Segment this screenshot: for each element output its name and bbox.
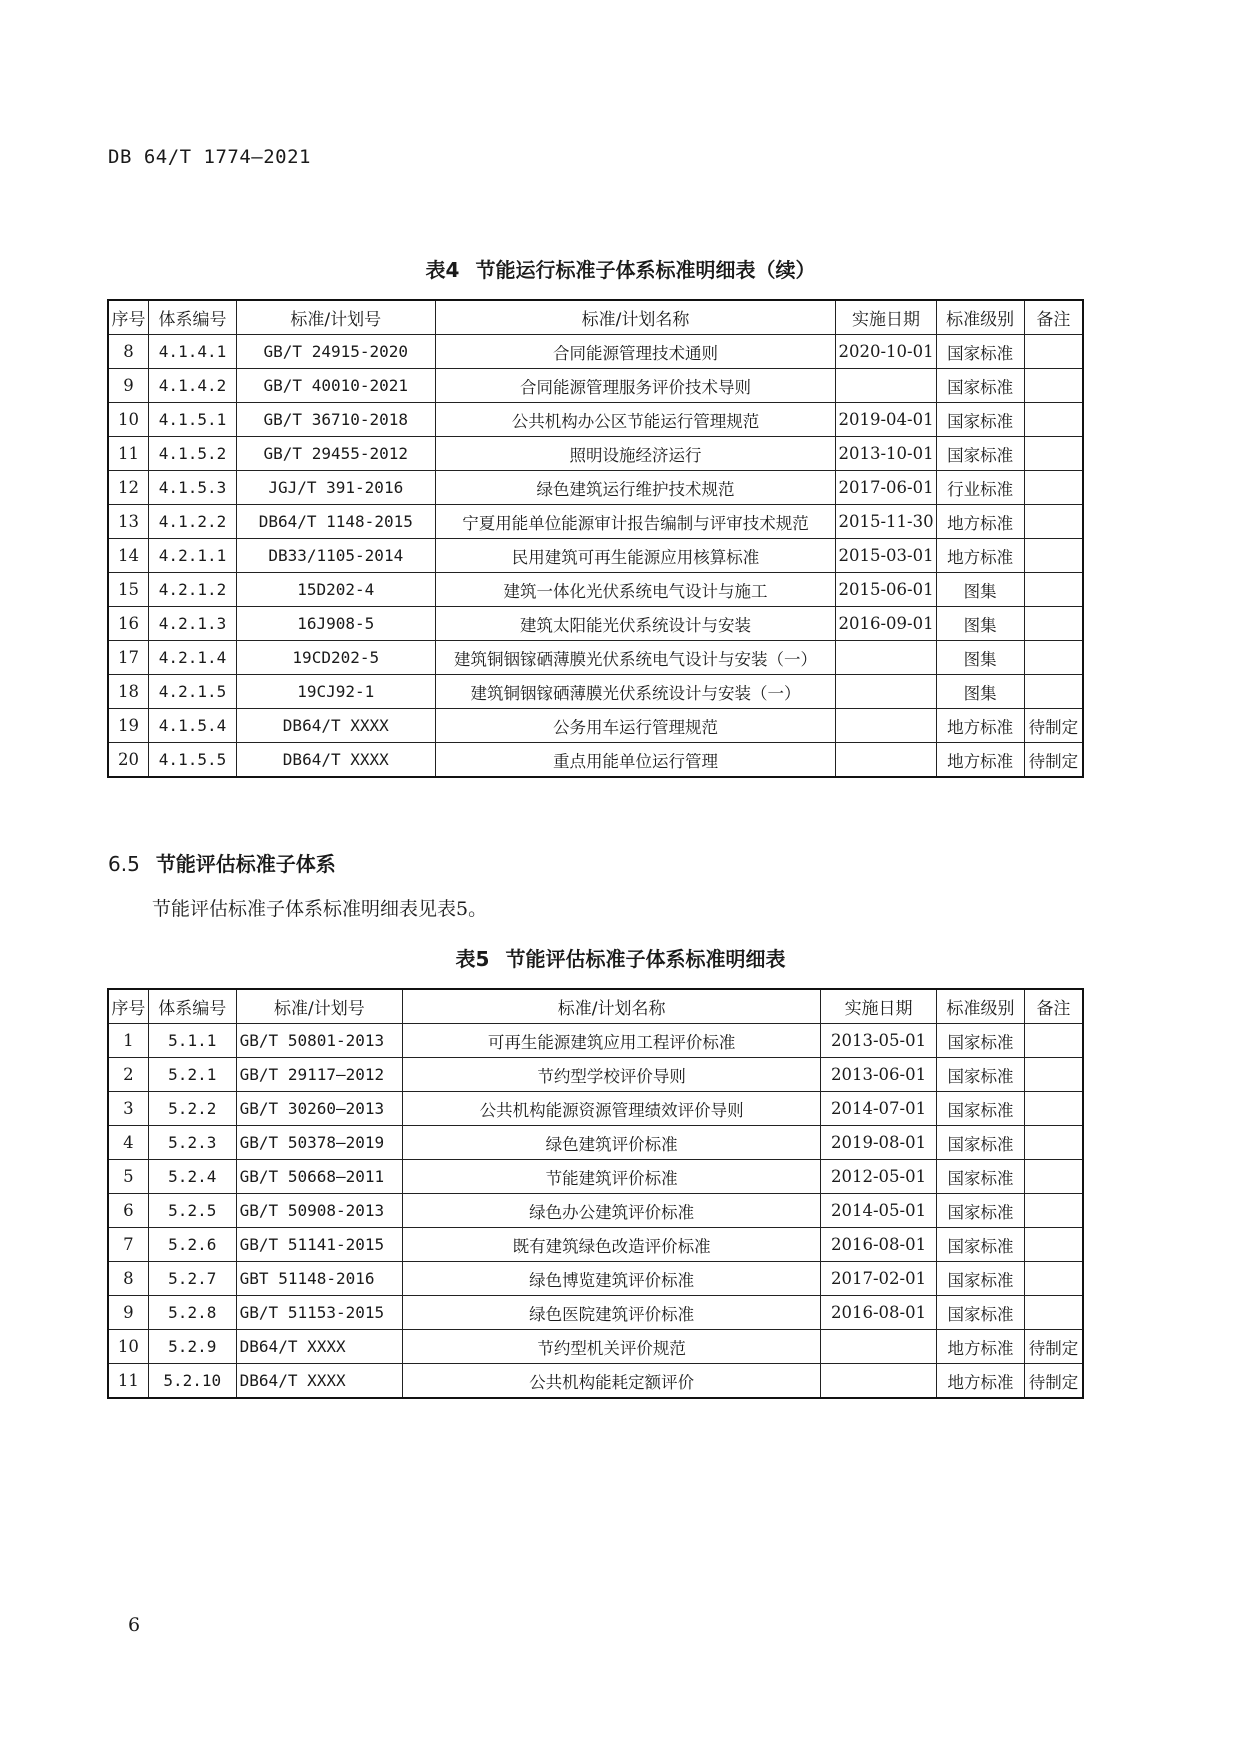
cell-system-number: 4.1.4.2	[148, 369, 236, 403]
cell-level: 地方标准	[937, 1330, 1025, 1364]
col-header-effective-date: 实施日期	[836, 300, 936, 335]
cell-standard-code: GB/T 50801-2013	[236, 1024, 403, 1058]
cell-standard-code: GB/T 29117—2012	[236, 1058, 403, 1092]
cell-standard-name: 绿色办公建筑评价标准	[403, 1194, 821, 1228]
cell-system-number: 5.2.7	[148, 1262, 236, 1296]
cell-level: 国家标准	[937, 1058, 1025, 1092]
cell-note	[1024, 1228, 1083, 1262]
cell-effective-date: 2012-05-01	[821, 1160, 937, 1194]
cell-no: 9	[108, 1296, 148, 1330]
cell-no: 10	[108, 403, 148, 437]
cell-system-number: 4.2.1.1	[148, 539, 236, 573]
table4-caption	[0, 254, 1241, 283]
cell-standard-code: 19CJ92-1	[237, 675, 435, 709]
cell-note	[1024, 335, 1083, 369]
cell-standard-name: 宁夏用能单位能源审计报告编制与评审技术规范	[435, 505, 836, 539]
cell-level: 图集	[936, 641, 1024, 675]
cell-effective-date: 2015-06-01	[836, 573, 936, 607]
cell-note: 待制定	[1024, 1330, 1083, 1364]
cell-system-number: 5.2.6	[148, 1228, 236, 1262]
cell-effective-date	[836, 709, 936, 743]
cell-system-number: 4.2.1.2	[148, 573, 236, 607]
cell-effective-date	[821, 1364, 937, 1399]
cell-effective-date: 2016-08-01	[821, 1296, 937, 1330]
cell-system-number: 4.1.2.2	[148, 505, 236, 539]
cell-system-number: 4.1.5.3	[148, 471, 236, 505]
table-row	[108, 1364, 1083, 1399]
cell-effective-date: 2019-08-01	[821, 1126, 937, 1160]
table4	[107, 299, 1084, 778]
cell-level: 国家标准	[936, 369, 1024, 403]
cell-level: 国家标准	[937, 1092, 1025, 1126]
cell-effective-date: 2013-10-01	[836, 437, 936, 471]
table4-header-row	[108, 300, 1083, 335]
table5-header-row	[108, 989, 1083, 1024]
cell-level: 行业标准	[936, 471, 1024, 505]
table-row	[108, 1330, 1083, 1364]
cell-note	[1024, 1262, 1083, 1296]
cell-system-number: 5.2.1	[148, 1058, 236, 1092]
cell-level: 国家标准	[937, 1194, 1025, 1228]
cell-level: 图集	[936, 675, 1024, 709]
cell-effective-date: 2016-08-01	[821, 1228, 937, 1262]
table-row	[108, 1126, 1083, 1160]
cell-system-number: 5.2.8	[148, 1296, 236, 1330]
cell-no: 14	[108, 539, 148, 573]
table-row	[108, 573, 1083, 607]
col-header-standard-name: 标准/计划名称	[403, 989, 821, 1024]
col-header-no: 序号	[108, 300, 148, 335]
cell-note	[1024, 1126, 1083, 1160]
cell-standard-code: GB/T 50668—2011	[236, 1160, 403, 1194]
cell-note	[1024, 369, 1083, 403]
cell-system-number: 4.1.5.4	[148, 709, 236, 743]
cell-standard-name: 公务用车运行管理规范	[435, 709, 836, 743]
cell-standard-code: GB/T 29455-2012	[237, 437, 435, 471]
cell-level: 国家标准	[936, 335, 1024, 369]
cell-system-number: 5.2.2	[148, 1092, 236, 1126]
cell-effective-date: 2014-05-01	[821, 1194, 937, 1228]
cell-level: 图集	[936, 573, 1024, 607]
section-paragraph: 节能评估标准子体系标准明细表见表5。	[152, 898, 488, 920]
cell-system-number: 4.1.5.1	[148, 403, 236, 437]
cell-standard-code: GB/T 30260—2013	[236, 1092, 403, 1126]
cell-level: 地方标准	[937, 1364, 1025, 1399]
cell-no: 6	[108, 1194, 148, 1228]
cell-level: 地方标准	[936, 709, 1024, 743]
table-row	[108, 403, 1083, 437]
cell-system-number: 4.1.4.1	[148, 335, 236, 369]
cell-system-number: 4.2.1.5	[148, 675, 236, 709]
cell-level: 国家标准	[937, 1296, 1025, 1330]
cell-no: 13	[108, 505, 148, 539]
cell-standard-code: DB33/1105-2014	[237, 539, 435, 573]
cell-no: 3	[108, 1092, 148, 1126]
table5	[107, 988, 1084, 1399]
cell-standard-name: 建筑太阳能光伏系统设计与安装	[435, 607, 836, 641]
cell-standard-code: 15D202-4	[237, 573, 435, 607]
cell-standard-code: DB64/T XXXX	[236, 1364, 403, 1399]
cell-note: 待制定	[1024, 709, 1083, 743]
cell-no: 7	[108, 1228, 148, 1262]
cell-level: 图集	[936, 607, 1024, 641]
cell-system-number: 5.1.1	[148, 1024, 236, 1058]
document-code-header: DB 64/T 1774—2021	[108, 146, 311, 168]
cell-level: 国家标准	[936, 403, 1024, 437]
cell-no: 15	[108, 573, 148, 607]
cell-no: 10	[108, 1330, 148, 1364]
table-row	[108, 743, 1083, 778]
col-header-standard-name: 标准/计划名称	[435, 300, 836, 335]
cell-standard-name: 建筑铜铟镓硒薄膜光伏系统设计与安装（一）	[435, 675, 836, 709]
cell-no: 8	[108, 1262, 148, 1296]
table-row	[108, 335, 1083, 369]
cell-standard-code: GB/T 24915-2020	[237, 335, 435, 369]
cell-effective-date	[836, 743, 936, 778]
cell-no: 19	[108, 709, 148, 743]
table-row	[108, 1262, 1083, 1296]
table-row	[108, 1058, 1083, 1092]
cell-no: 12	[108, 471, 148, 505]
section-title: 节能评估标准子体系	[155, 852, 336, 876]
cell-system-number: 4.1.5.5	[148, 743, 236, 778]
col-header-note: 备注	[1024, 989, 1083, 1024]
cell-standard-name: 绿色医院建筑评价标准	[403, 1296, 821, 1330]
cell-no: 11	[108, 1364, 148, 1399]
table-row	[108, 369, 1083, 403]
col-header-no: 序号	[108, 989, 148, 1024]
cell-level: 国家标准	[937, 1024, 1025, 1058]
cell-effective-date: 2013-06-01	[821, 1058, 937, 1092]
cell-system-number: 5.2.10	[148, 1364, 236, 1399]
cell-standard-code: DB64/T XXXX	[236, 1330, 403, 1364]
table5-caption-number: 表5	[455, 947, 490, 971]
cell-no: 2	[108, 1058, 148, 1092]
table-row	[108, 1160, 1083, 1194]
table-row	[108, 505, 1083, 539]
cell-note	[1024, 641, 1083, 675]
cell-standard-code: GB/T 36710-2018	[237, 403, 435, 437]
table-row	[108, 1194, 1083, 1228]
col-header-level: 标准级别	[937, 989, 1025, 1024]
cell-standard-name: 公共机构能源资源管理绩效评价导则	[403, 1092, 821, 1126]
table5-caption-title: 节能评估标准子体系标准明细表	[505, 947, 786, 971]
col-header-level: 标准级别	[936, 300, 1024, 335]
cell-note	[1024, 505, 1083, 539]
section-number: 6.5	[108, 852, 140, 876]
cell-standard-name: 节约型学校评价导则	[403, 1058, 821, 1092]
cell-level: 地方标准	[936, 539, 1024, 573]
table-row	[108, 539, 1083, 573]
table-row	[108, 1228, 1083, 1262]
cell-standard-name: 公共机构办公区节能运行管理规范	[435, 403, 836, 437]
cell-standard-code: DB64/T XXXX	[237, 709, 435, 743]
table4-caption-number: 表4	[425, 258, 460, 282]
cell-effective-date: 2017-06-01	[836, 471, 936, 505]
cell-note	[1024, 1194, 1083, 1228]
cell-standard-name: 建筑一体化光伏系统电气设计与施工	[435, 573, 836, 607]
col-header-effective-date: 实施日期	[821, 989, 937, 1024]
cell-level: 国家标准	[937, 1228, 1025, 1262]
cell-effective-date: 2015-11-30	[836, 505, 936, 539]
cell-effective-date	[836, 675, 936, 709]
cell-standard-name: 可再生能源建筑应用工程评价标准	[403, 1024, 821, 1058]
cell-level: 国家标准	[937, 1160, 1025, 1194]
cell-standard-name: 建筑铜铟镓硒薄膜光伏系统电气设计与安装（一）	[435, 641, 836, 675]
cell-standard-code: GB/T 50378—2019	[236, 1126, 403, 1160]
col-header-system-number: 体系编号	[148, 300, 236, 335]
cell-system-number: 5.2.4	[148, 1160, 236, 1194]
cell-note	[1024, 607, 1083, 641]
cell-no: 18	[108, 675, 148, 709]
cell-effective-date	[821, 1330, 937, 1364]
cell-note	[1024, 573, 1083, 607]
col-header-standard-code: 标准/计划号	[236, 989, 403, 1024]
cell-no: 11	[108, 437, 148, 471]
cell-level: 地方标准	[936, 505, 1024, 539]
cell-standard-name: 节约型机关评价规范	[403, 1330, 821, 1364]
cell-note	[1024, 437, 1083, 471]
cell-system-number: 4.2.1.4	[148, 641, 236, 675]
cell-no: 8	[108, 335, 148, 369]
cell-no: 1	[108, 1024, 148, 1058]
cell-standard-code: JGJ/T 391-2016	[237, 471, 435, 505]
cell-no: 17	[108, 641, 148, 675]
cell-standard-code: GB/T 51153-2015	[236, 1296, 403, 1330]
section-heading	[108, 848, 336, 877]
cell-effective-date	[836, 369, 936, 403]
cell-note	[1024, 1092, 1083, 1126]
table-row	[108, 1024, 1083, 1058]
cell-effective-date: 2017-02-01	[821, 1262, 937, 1296]
table-row	[108, 607, 1083, 641]
cell-effective-date	[836, 641, 936, 675]
cell-level: 地方标准	[936, 743, 1024, 778]
table-row	[108, 1296, 1083, 1330]
cell-no: 5	[108, 1160, 148, 1194]
col-header-standard-code: 标准/计划号	[237, 300, 435, 335]
cell-effective-date: 2020-10-01	[836, 335, 936, 369]
cell-standard-name: 节能建筑评价标准	[403, 1160, 821, 1194]
cell-note	[1024, 1024, 1083, 1058]
cell-system-number: 5.2.5	[148, 1194, 236, 1228]
cell-standard-name: 民用建筑可再生能源应用核算标准	[435, 539, 836, 573]
cell-standard-name: 绿色建筑评价标准	[403, 1126, 821, 1160]
cell-standard-name: 绿色博览建筑评价标准	[403, 1262, 821, 1296]
cell-standard-code: 16J908-5	[237, 607, 435, 641]
cell-level: 国家标准	[936, 437, 1024, 471]
cell-standard-code: DB64/T 1148-2015	[237, 505, 435, 539]
cell-note	[1024, 675, 1083, 709]
cell-standard-code: DB64/T XXXX	[237, 743, 435, 778]
cell-note	[1024, 539, 1083, 573]
cell-standard-name: 绿色建筑运行维护技术规范	[435, 471, 836, 505]
col-header-system-number: 体系编号	[148, 989, 236, 1024]
cell-note	[1024, 1160, 1083, 1194]
cell-level: 国家标准	[937, 1262, 1025, 1296]
cell-note	[1024, 403, 1083, 437]
cell-no: 4	[108, 1126, 148, 1160]
cell-note: 待制定	[1024, 1364, 1083, 1399]
cell-standard-code: GBT 51148-2016	[236, 1262, 403, 1296]
cell-standard-code: 19CD202-5	[237, 641, 435, 675]
col-header-note: 备注	[1024, 300, 1083, 335]
cell-effective-date: 2013-05-01	[821, 1024, 937, 1058]
cell-level: 国家标准	[937, 1126, 1025, 1160]
cell-standard-name: 合同能源管理技术通则	[435, 335, 836, 369]
table-row	[108, 471, 1083, 505]
cell-effective-date: 2019-04-01	[836, 403, 936, 437]
table4-caption-title: 节能运行标准子体系标准明细表（续）	[475, 258, 816, 282]
cell-effective-date: 2014-07-01	[821, 1092, 937, 1126]
cell-effective-date: 2016-09-01	[836, 607, 936, 641]
cell-no: 16	[108, 607, 148, 641]
cell-system-number: 4.1.5.2	[148, 437, 236, 471]
cell-system-number: 5.2.9	[148, 1330, 236, 1364]
cell-no: 20	[108, 743, 148, 778]
cell-note	[1024, 1058, 1083, 1092]
table5-caption	[0, 943, 1241, 972]
cell-standard-code: GB/T 40010-2021	[237, 369, 435, 403]
cell-system-number: 4.2.1.3	[148, 607, 236, 641]
page-number: 6	[128, 1614, 141, 1636]
cell-note	[1024, 471, 1083, 505]
cell-standard-name: 照明设施经济运行	[435, 437, 836, 471]
cell-effective-date: 2015-03-01	[836, 539, 936, 573]
cell-note: 待制定	[1024, 743, 1083, 778]
cell-standard-code: GB/T 51141-2015	[236, 1228, 403, 1262]
cell-standard-name: 重点用能单位运行管理	[435, 743, 836, 778]
cell-standard-name: 合同能源管理服务评价技术导则	[435, 369, 836, 403]
table-row	[108, 709, 1083, 743]
table-row	[108, 1092, 1083, 1126]
cell-no: 9	[108, 369, 148, 403]
cell-standard-name: 公共机构能耗定额评价	[403, 1364, 821, 1399]
cell-standard-name: 既有建筑绿色改造评价标准	[403, 1228, 821, 1262]
cell-standard-code: GB/T 50908-2013	[236, 1194, 403, 1228]
table-row	[108, 437, 1083, 471]
table-row	[108, 641, 1083, 675]
table-row	[108, 675, 1083, 709]
cell-note	[1024, 1296, 1083, 1330]
cell-system-number: 5.2.3	[148, 1126, 236, 1160]
